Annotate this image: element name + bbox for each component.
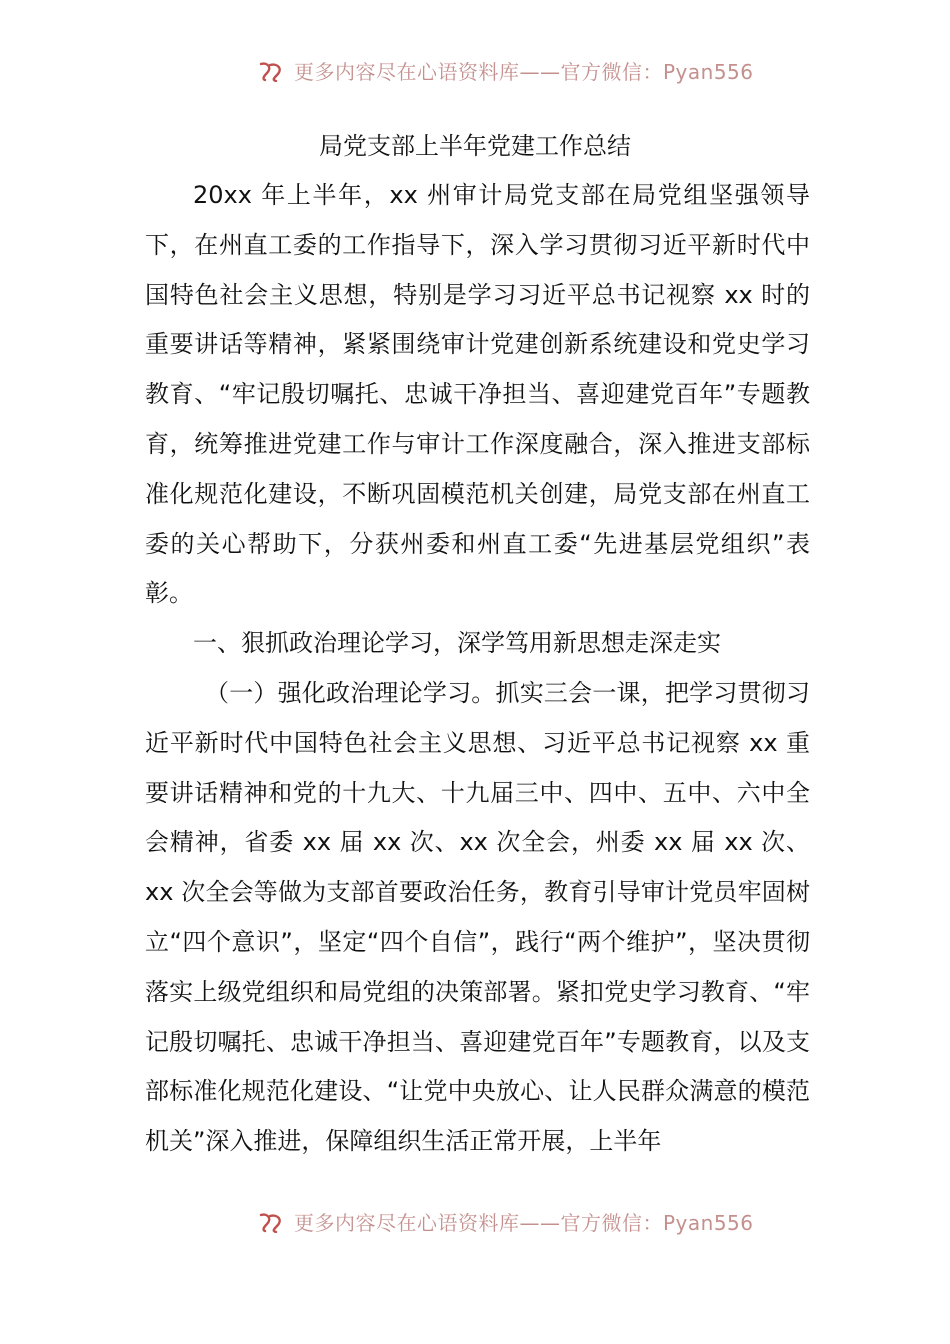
brand-logo-icon [258,1211,288,1233]
watermark-top [0,50,950,84]
intro-paragraph: 20xx 年上半年，xx 州审计局党支部在局党组坚强领导下，在州直工委的工作指导下，深入学习贯彻习近平新时代中国特色社会主义思想，特别是学习习近平总书记视察 xx 时的重要讲话等精神，紧紧围绕审计党建创新系统建设和党史学习教育、“牢记殷切嘱托、忠诚干净担当、喜迎建党百年”专题教育，统筹推进党建工作与审计工作深度融合，深入推进支部标准化规范化建设，不断巩固模范机关创建，局党支部在州直工委的关心帮助下，分获州委和州直工委“先进基层党组织”表彰。 [145,181,810,608]
document-title: 局党支部上半年党建工作总结 [319,132,631,160]
watermark-text: 更多内容尽在心语资料库——官方微信：Pyan556 [294,60,754,84]
brand-logo-icon [258,60,288,82]
subsection-paragraph: （一）强化政治理论学习。抓实三会一课，把学习贯彻习近平新时代中国特色社会主义思想、习近平总书记视察 xx 重要讲话精神和党的十九大、十九届三中、四中、五中、六中全会精神，省委 xx 届 xx 次、xx 次全会，州委 xx 届 xx 次、xx 次全会等做为支部首要政治任务，教育引导审计党员牢固树立“四个意识”，坚定“四个自信”，践行“两个维护”，坚决贯彻落实上级党组织和局党组的决策部署。紧扣党史学习教育、“牢记殷切嘱托、忠诚干净担当、喜迎建党百年”专题教育，以及支部标准化规范化建设、“让党中央放心、让人民群众满意的模范机关”深入推进，保障组织生活正常开展，上半年 [145,678,810,1156]
section-heading: 一、狠抓政治理论学习，深学笃用新思想走深走实 [193,629,721,658]
watermark-text: 更多内容尽在心语资料库——官方微信：Pyan556 [294,1211,754,1235]
document-body [145,171,810,1167]
watermark-bottom [0,1201,950,1235]
